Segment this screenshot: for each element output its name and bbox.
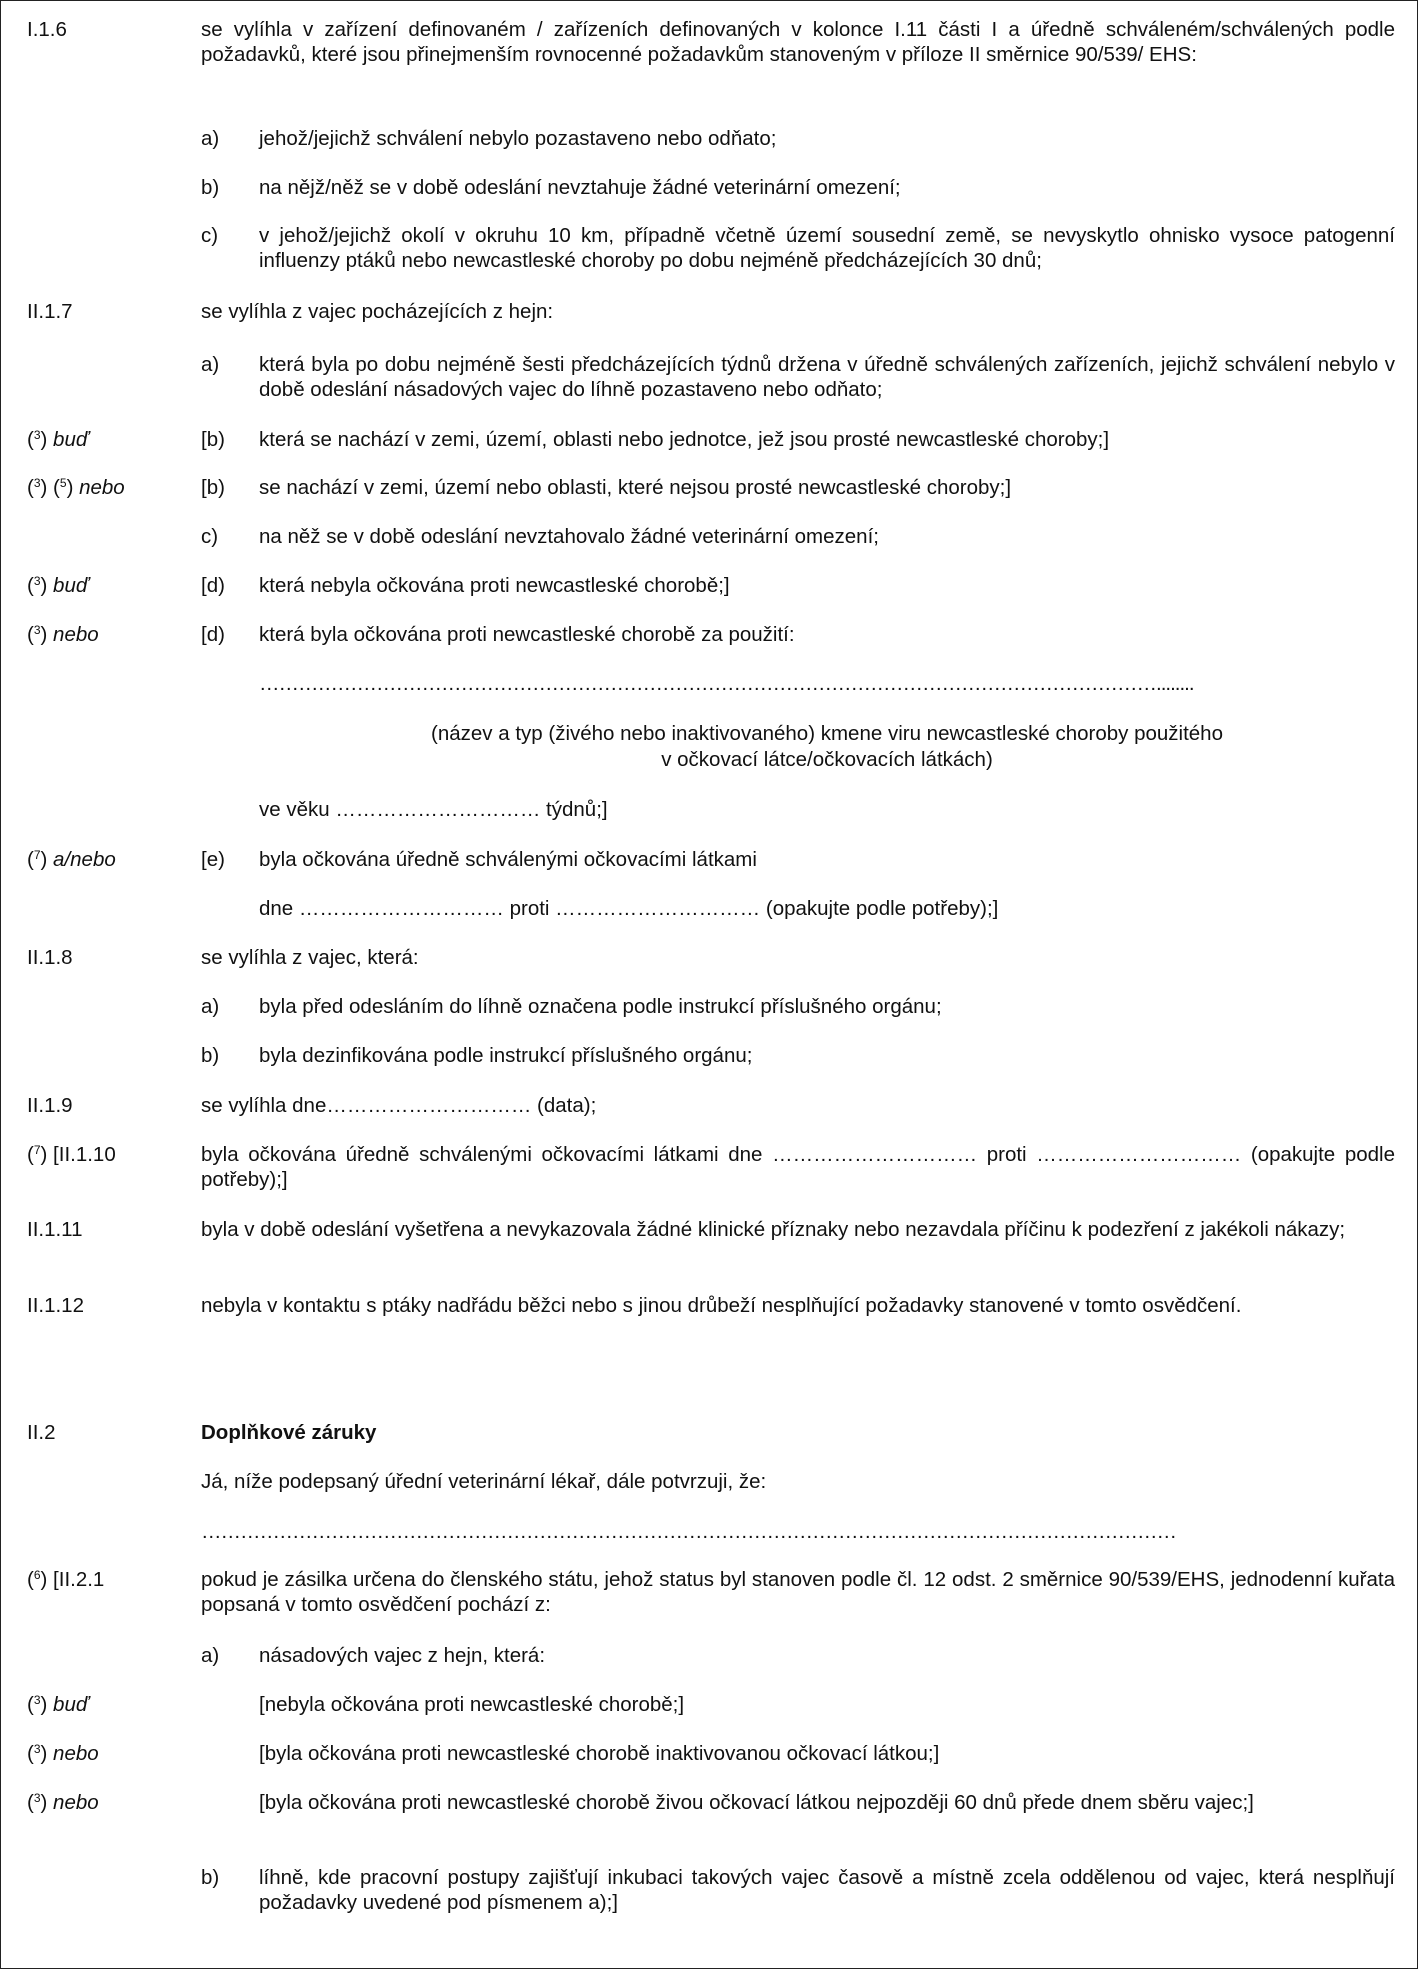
item-number: II.1.9 — [27, 1094, 73, 1117]
item-number: II.1.8 — [27, 946, 73, 969]
sub-letter: a) — [201, 995, 220, 1018]
sub-text: která se nachází v zemi, území, oblasti nebo jednotce, jež jsou prosté newcastleské choroby;] — [259, 428, 1110, 451]
item-text: pokud je zásilka určena do členského státu, jehož status byl stanoven podle čl. 12 odst. 2 směrnice 90/539/EHS, jednodenní kuřata popsaná v tomto osvědčení pochází z: — [201, 1568, 1395, 1616]
item-number: II.1.7 — [27, 300, 73, 323]
sub-letter: a) — [201, 353, 220, 376]
sub-text: v jehož/jejichž okolí v okruhu 10 km, případně včetně území sousední země, se nevyskytlo ohnisko vysoce patogenní influenzy ptáků nebo newcastleské choroby po dobu nejméně předcházejících 30 dnů; — [259, 224, 1395, 272]
sub-letter: c) — [201, 525, 219, 548]
sub-letter: b) — [201, 1044, 220, 1067]
footnote-marker: ($^3$) buď — [27, 428, 89, 451]
sub-letter: b) — [201, 1866, 220, 1889]
footnote-marker: ($^3$) buď — [27, 574, 89, 597]
item-text: nebyla v kontaktu s ptáky nadřádu běžci nebo s jinou drůbeží nesplňující požadavky stanovené v tomto osvědčení. — [201, 1294, 1242, 1317]
sub-letter: b) — [201, 176, 220, 199]
item-number: II.1.12 — [27, 1294, 84, 1317]
sub-text: která byla očkována proti newcastleské chorobě za použití: — [259, 623, 795, 646]
caption-line-2: v očkovací látce/očkovacích látkách) — [661, 748, 993, 771]
dotted-line: …………………………………………………………………………………………………………………………........ — [259, 672, 1194, 695]
sub-letter: a) — [201, 127, 220, 150]
sub-letter: [e) — [201, 848, 225, 871]
footnote-marker: ($^3$) ($^5$) nebo — [27, 476, 125, 499]
statement-text: Já, níže podepsaný úřední veterinární lékař, dále potvrzuji, že: — [201, 1470, 767, 1493]
sub-text: násadových vajec z hejn, která: — [259, 1644, 546, 1667]
item-number: ($^6$) [II.2.1 — [27, 1568, 105, 1591]
caption-line-1: (název a typ (živého nebo inaktivovaného) kmene viru newcastleské choroby použitého — [431, 722, 1223, 745]
sub-text: [nebyla očkována proti newcastleské chorobě;] — [259, 1693, 685, 1716]
sub-text: se nachází v zemi, území nebo oblasti, které nejsou prosté newcastleské choroby;] — [259, 476, 1012, 499]
item-text: se vylíhla z vajec pocházejících z hejn: — [201, 300, 554, 323]
sub-text: byla před odesláním do líhně označena podle instrukcí příslušného orgánu; — [259, 995, 942, 1018]
item-text: se vylíhla v zařízení definovaném / zařízeních definovaných v kolonce I.11 části I a úředně schváleném/schválených podle požadavků, které jsou přinejmenším rovnocenné požadavkům stanoveným v příloze II směrnice 90/539/ EHS: — [201, 18, 1395, 66]
sub-text: byla dezinfikována podle instrukcí příslušného orgánu; — [259, 1044, 753, 1067]
sub-text: ve věku ………………………… týdnů;] — [259, 798, 608, 821]
section-number: II.2 — [27, 1421, 56, 1444]
item-text: byla v době odeslání vyšetřena a nevykazovala žádné klinické příznaky nebo nezavdala příčinu k podezření z jakékoli nákazy; — [201, 1218, 1346, 1241]
sub-text: [byla očkována proti newcastleské chorobě inaktivovanou očkovací látkou;] — [259, 1742, 940, 1765]
sub-letter: [b) — [201, 476, 225, 499]
sub-letter: a) — [201, 1644, 220, 1667]
sub-text: na nějž/něž se v době odeslání nevztahuje žádné veterinární omezení; — [259, 176, 901, 199]
sub-text: která byla po dobu nejméně šesti předcházejících týdnů držena v úředně schválených zařízeních, jejichž schválení nebylo v době odeslání násadových vajec do líhně pozastaveno nebo odňato; — [259, 353, 1395, 401]
footnote-marker: ($^3$) buď — [27, 1693, 89, 1716]
dotted-line: …………………………………………………………………………………………………………………………………… — [201, 1520, 1176, 1543]
item-number: ($^7$) [II.1.10 — [27, 1143, 116, 1166]
sub-letter: [b) — [201, 428, 225, 451]
section-heading: Doplňkové záruky — [201, 1421, 377, 1444]
sub-text: jehož/jejichž schválení nebylo pozastaveno nebo odňato; — [259, 127, 777, 150]
item-text: se vylíhla z vajec, která: — [201, 946, 419, 969]
sub-text: která nebyla očkována proti newcastleské chorobě;] — [259, 574, 730, 597]
sub-text: líhně, kde pracovní postupy zajišťují inkubaci takových vajec časově a místně zcela oddělenou od vajec, která nesplňují požadavky uvedené pod písmenem a);] — [259, 1866, 1395, 1914]
sub-text: [byla očkována proti newcastleské chorobě živou očkovací látkou nejpozději 60 dnů přede dnem sběru vajec;] — [259, 1791, 1254, 1814]
sub-text: na něž se v době odeslání nevztahovalo žádné veterinární omezení; — [259, 525, 879, 548]
item-number: I.1.6 — [27, 18, 67, 41]
sub-letter: [d) — [201, 574, 225, 597]
footnote-marker: ($^7$) a/nebo — [27, 848, 116, 871]
item-text: se vylíhla dne………………………… (data); — [201, 1094, 597, 1117]
footnote-marker: ($^3$) nebo — [27, 623, 99, 646]
footnote-marker: ($^3$) nebo — [27, 1742, 99, 1765]
sub-text: dne ………………………… proti ………………………… (opakujte podle potřeby);] — [259, 897, 999, 920]
item-text: byla očkována úředně schválenými očkovacími látkami dne ………………………… proti ………………………… (opakujte podle potřeby);] — [201, 1143, 1395, 1191]
footnote-marker: ($^3$) nebo — [27, 1791, 99, 1814]
item-number: II.1.11 — [27, 1218, 83, 1241]
sub-letter: c) — [201, 224, 219, 247]
sub-text: byla očkována úředně schválenými očkovacími látkami — [259, 848, 757, 871]
sub-letter: [d) — [201, 623, 225, 646]
